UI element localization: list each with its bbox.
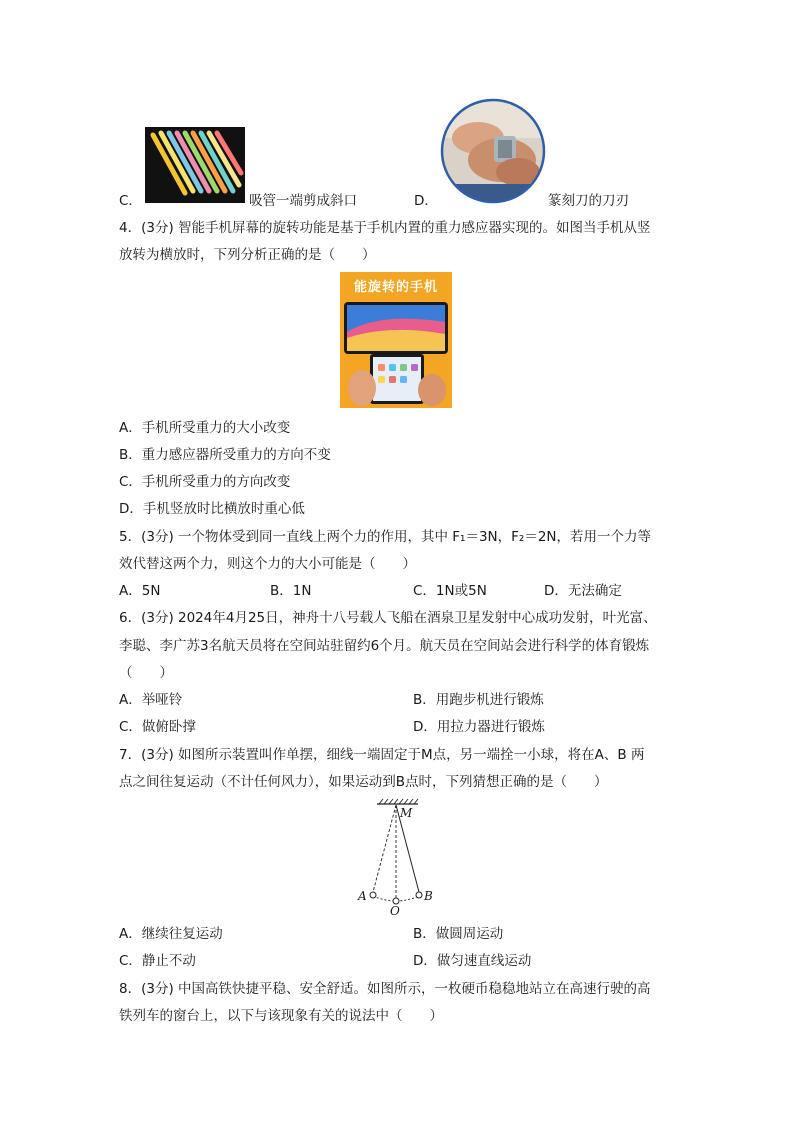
q6-option-c: C．做俯卧撑	[119, 719, 196, 735]
q4-option-d: D．手机竖放时比横放时重心低	[119, 501, 305, 517]
q8-stem-line1: 8．(3分) 中国高铁快捷平稳、安全舒适。如图所示，一枚硬币稳稳地站立在高速行驶的高	[119, 981, 651, 997]
q6-stem-line2: 李聪、李广苏3名航天员将在空间站驻留约6个月。航天员在空间站会进行科学的体育锻炼	[119, 638, 650, 654]
q5-stem-line1: 5．(3分) 一个物体受到同一直线上两个力的作用，其中 F₁＝3N，F₂＝2N，若用一个力等	[119, 529, 652, 545]
q5-option-b: B．1N	[270, 583, 312, 599]
label-a: A	[358, 889, 367, 903]
q5-stem-line2: 效代替这两个力，则这个力的大小可能是（ ）	[119, 556, 416, 572]
q4-option-b: B．重力感应器所受重力的方向不变	[119, 447, 331, 463]
pendulum-diagram	[352, 798, 442, 920]
q4-option-a: A．手机所受重力的大小改变	[119, 420, 291, 436]
q5-option-a: A．5N	[119, 583, 161, 599]
q5-option-c: C．1N或5N	[413, 583, 487, 599]
label-o: O	[390, 904, 400, 918]
label-m: M	[400, 806, 413, 820]
q7-option-c: C．静止不动	[119, 953, 196, 969]
q7-stem-line2: 点之间往复运动（不计任何风力），如果运动到B点时，下列猜想正确的是（ ）	[119, 774, 608, 790]
q6-stem-line3: （ ）	[119, 665, 173, 681]
carving-knife-image	[440, 98, 546, 204]
q5-option-d: D．无法确定	[544, 583, 622, 599]
q8-stem-line2: 铁列车的窗台上，以下与该现象有关的说法中（ ）	[119, 1008, 443, 1024]
option-c-letter: C．	[119, 193, 142, 209]
q4-stem-line1: 4．(3分) 智能手机屏幕的旋转功能是基于手机内置的重力感应器实现的。如图当手机从竖	[119, 220, 651, 236]
option-d-text: 篆刻刀的刀刃	[548, 193, 629, 209]
phone-image-banner: 能旋转的手机	[353, 280, 438, 295]
q6-option-a: A．举哑铃	[119, 692, 183, 708]
q7-option-d: D．做匀速直线运动	[413, 953, 532, 969]
straws-image	[145, 127, 245, 203]
q6-option-d: D．用拉力器进行锻炼	[413, 719, 545, 735]
rotating-phone-image	[340, 272, 452, 408]
q7-stem-line1: 7．(3分) 如图所示装置叫作单摆，细线一端固定于M点，另一端拴一小球，将在A、B 两	[119, 747, 645, 763]
q7-option-b: B．做圆周运动	[413, 926, 504, 942]
label-b: B	[424, 889, 433, 903]
q7-option-a: A．继续往复运动	[119, 926, 223, 942]
option-d-letter: D．	[414, 193, 438, 209]
option-c-text: 吸管一端剪成斜口	[249, 193, 357, 209]
q4-stem-line2: 放转为横放时，下列分析正确的是（ ）	[119, 247, 376, 263]
q6-stem-line1: 6．(3分) 2024年4月25日，神舟十八号载人飞船在酒泉卫星发射中心成功发射，叶光富、	[119, 610, 657, 626]
q4-option-c: C．手机所受重力的方向改变	[119, 474, 291, 490]
q6-option-b: B．用跑步机进行锻炼	[413, 692, 544, 708]
